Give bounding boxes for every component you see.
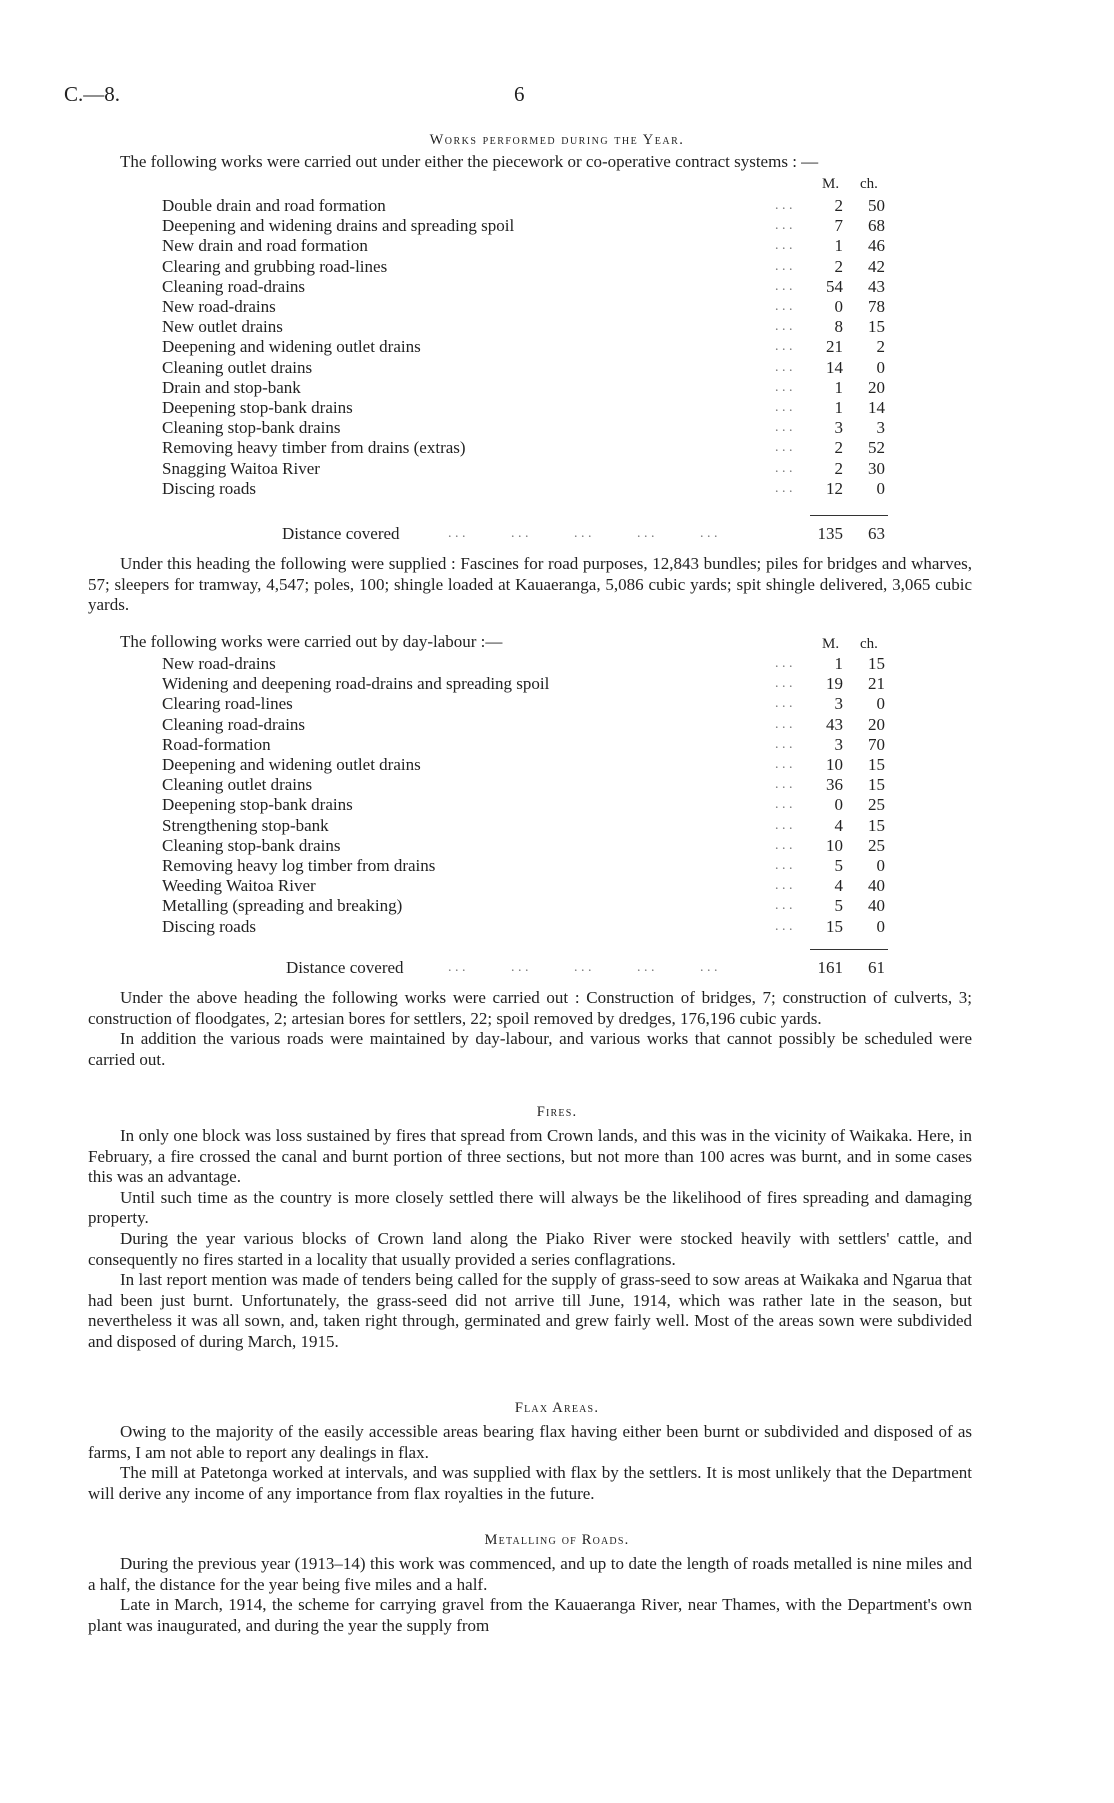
works-row-chains: 15 bbox=[868, 317, 885, 337]
works-row-leader: . . . bbox=[775, 198, 793, 213]
works-row-label: New road-drains bbox=[162, 297, 276, 316]
daylabour-row bbox=[0, 694, 1114, 714]
works-row-leader: . . . bbox=[775, 379, 793, 395]
daylabour-row-leader: . . . bbox=[775, 757, 793, 772]
daylabour-row-leader: . . . bbox=[775, 777, 793, 793]
works-row bbox=[0, 479, 1114, 499]
daylabour-row-label: Deepening stop-bank drains bbox=[162, 795, 353, 815]
works-supplied-paragraph bbox=[88, 554, 972, 616]
daylabour-row-miles: 36 bbox=[826, 775, 843, 795]
daylabour-total-ch: 61 bbox=[868, 958, 885, 977]
works-row-chains: 2 bbox=[876, 337, 885, 357]
works-row-label: Double drain and road formation bbox=[162, 196, 386, 215]
works-row-label: Clearing and grubbing road-lines bbox=[162, 256, 388, 276]
works-row-label: Deepening and widening drains and spreading spoil bbox=[162, 216, 515, 236]
works-row-miles: 2 bbox=[834, 256, 843, 276]
works-total-label: Distance covered bbox=[282, 524, 400, 543]
works-row-label: Deepening and widening outlet drains bbox=[162, 337, 421, 357]
daylabour-row bbox=[0, 654, 1114, 674]
works-total-rule bbox=[810, 515, 888, 516]
works-row-miles: 21 bbox=[826, 337, 843, 357]
works-row bbox=[0, 297, 1114, 317]
works-total-m: 135 bbox=[817, 524, 843, 543]
works-row-leader: . . . bbox=[775, 319, 793, 335]
daylabour-row-chains: 15 bbox=[868, 755, 885, 774]
daylabour-row-chains: 20 bbox=[868, 714, 885, 734]
works-row-leader: . . . bbox=[775, 339, 793, 355]
daylabour-row-chains: 40 bbox=[868, 876, 885, 896]
metalling-para-2: Late in March, 1914, the scheme for carrying gravel from the Kauaeranga River, near Thames, with the Department's own plant was inaugurated, and during the year the supply from bbox=[88, 1595, 972, 1635]
daylabour-row-label: Weeding Waitoa River bbox=[162, 876, 316, 896]
works-row-leader: . . . bbox=[775, 440, 793, 456]
daylabour-row-label: Cleaning outlet drains bbox=[162, 775, 313, 795]
works-row-leader: . . . bbox=[775, 400, 793, 415]
works-row-miles: 2 bbox=[834, 458, 843, 478]
daylabour-row-leader: . . . bbox=[775, 918, 793, 934]
daylabour-row-chains: 0 bbox=[876, 916, 885, 936]
daylabour-row-chains: 40 bbox=[868, 896, 885, 916]
daylabour-row-leader: . . . bbox=[775, 797, 793, 813]
daylabour-intro: The following works were carried out by day-labour :— bbox=[120, 632, 503, 651]
daylabour-row-chains: 15 bbox=[868, 654, 885, 673]
works-row-leader: . . . bbox=[775, 460, 793, 476]
works-row-miles: 1 bbox=[834, 236, 843, 256]
daylabour-row bbox=[0, 856, 1114, 876]
daylabour-row bbox=[0, 755, 1114, 775]
works-row-label: Removing heavy timber from drains (extras) bbox=[162, 438, 466, 458]
works-row-chains: 30 bbox=[868, 458, 885, 478]
works-total-leader: . . . . . . . . . . . . . . . bbox=[448, 526, 718, 541]
daylabour-row-label: Removing heavy log timber from drains bbox=[162, 856, 436, 875]
daylabour-row-label: New road-drains bbox=[162, 654, 276, 673]
works-row-leader: . . . bbox=[775, 258, 793, 274]
daylabour-total-rule bbox=[810, 949, 888, 950]
metalling-heading: Metalling of Roads. bbox=[484, 1532, 630, 1548]
works-row-miles: 1 bbox=[834, 398, 843, 417]
daylabour-row-leader: . . . bbox=[775, 817, 793, 833]
page-number: 6 bbox=[514, 82, 525, 106]
daylabour-total-m: 161 bbox=[817, 958, 843, 977]
works-row bbox=[0, 438, 1114, 458]
daylabour-row-label: Strengthening stop-bank bbox=[162, 815, 329, 835]
works-row-label: Cleaning stop-bank drains bbox=[162, 418, 341, 438]
daylabour-row-leader: . . . bbox=[775, 656, 793, 671]
fires-paragraphs bbox=[88, 1126, 972, 1353]
daylabour-row-miles: 10 bbox=[826, 755, 843, 774]
daylabour-row-leader: . . . bbox=[775, 676, 793, 692]
works-row-chains: 43 bbox=[868, 276, 885, 296]
flax-paragraphs bbox=[88, 1422, 972, 1504]
daylabour-row-label: Deepening and widening outlet drains bbox=[162, 755, 421, 774]
daylabour-row bbox=[0, 795, 1114, 815]
works-row-label: Deepening stop-bank drains bbox=[162, 398, 353, 417]
metalling-paragraphs bbox=[88, 1554, 972, 1636]
works-row-leader: . . . bbox=[775, 420, 793, 436]
works-intro: The following works were carried out under either the piecework or co-operative contract systems : — bbox=[120, 152, 819, 171]
works-row-label: Snagging Waitoa River bbox=[162, 458, 320, 478]
works-row-chains: 52 bbox=[868, 438, 885, 458]
works-heading: Works performed during the Year. bbox=[429, 132, 685, 148]
works-row-miles: 8 bbox=[834, 317, 843, 337]
daylabour-col-m: M. bbox=[822, 636, 840, 652]
daylabour-row-chains: 0 bbox=[876, 856, 885, 875]
daylabour-row bbox=[0, 917, 1114, 937]
daylabour-row-chains: 25 bbox=[868, 795, 885, 815]
works-row-leader: . . . bbox=[775, 278, 793, 294]
works-row bbox=[0, 358, 1114, 378]
works-row-chains: 0 bbox=[876, 478, 885, 498]
daylabour-row-chains: 15 bbox=[868, 815, 885, 835]
daylabour-row-chains: 0 bbox=[876, 694, 885, 714]
works-row-label: Discing roads bbox=[162, 478, 256, 498]
daylabour-row-label: Road-formation bbox=[162, 734, 271, 754]
works-row-chains: 46 bbox=[868, 236, 885, 256]
works-row bbox=[0, 378, 1114, 398]
works-row-chains: 78 bbox=[868, 297, 885, 316]
works-row bbox=[0, 459, 1114, 479]
metalling-para-1: During the previous year (1913–14) this work was commenced, and up to date the length of roads metalled is nine miles and a half, the distance for the year being five miles and a half. bbox=[88, 1554, 972, 1594]
daylabour-row bbox=[0, 715, 1114, 735]
daylabour-row bbox=[0, 816, 1114, 836]
daylabour-row-miles: 19 bbox=[826, 674, 843, 694]
works-row bbox=[0, 317, 1114, 337]
daylabour-row-miles: 15 bbox=[826, 916, 843, 936]
works-row-chains: 14 bbox=[868, 398, 885, 417]
works-row-leader: . . . bbox=[775, 359, 793, 375]
works-row bbox=[0, 277, 1114, 297]
works-row-miles: 2 bbox=[834, 438, 843, 458]
daylabour-row-label: Cleaning stop-bank drains bbox=[162, 835, 341, 855]
daylabour-row-leader: . . . bbox=[775, 837, 793, 853]
works-row-miles: 2 bbox=[834, 196, 843, 215]
works-row-label: Cleaning road-drains bbox=[162, 276, 306, 296]
works-row-leader: . . . bbox=[775, 238, 793, 254]
daylabour-paragraphs bbox=[88, 988, 972, 1070]
daylabour-para-2: In addition the various roads were maintained by day-labour, and various works that cannot possibly be scheduled were carried out. bbox=[88, 1029, 972, 1069]
works-col-m: M. bbox=[822, 176, 840, 192]
daylabour-row bbox=[0, 775, 1114, 795]
works-col-ch: ch. bbox=[860, 176, 878, 192]
works-row bbox=[0, 398, 1114, 418]
flax-heading: Flax Areas. bbox=[514, 1400, 600, 1416]
daylabour-row-leader: . . . bbox=[775, 696, 793, 712]
works-row-miles: 1 bbox=[834, 377, 843, 397]
daylabour-row bbox=[0, 735, 1114, 755]
document-reference: C.—8. bbox=[64, 82, 121, 106]
daylabour-col-ch: ch. bbox=[860, 636, 878, 652]
works-row-miles: 0 bbox=[834, 297, 843, 316]
flax-para-1: Owing to the majority of the easily accessible areas bearing flax having either been burnt or subdivided and disposed of as farms, I am not able to report any dealings in flax. bbox=[88, 1422, 972, 1462]
daylabour-total-label: Distance covered bbox=[286, 958, 404, 977]
daylabour-row-leader: . . . bbox=[775, 878, 793, 894]
daylabour-row-label: Metalling (spreading and breaking) bbox=[162, 896, 403, 916]
daylabour-row-miles: 1 bbox=[834, 654, 843, 673]
works-row-leader: . . . bbox=[775, 218, 793, 234]
daylabour-row bbox=[0, 836, 1114, 856]
works-supplied-text: Under this heading the following were supplied : Fascines for road purposes, 12,843 bundles; piles for bridges and wharves, 57; sleepers for tramway, 4,547; poles, 100; shingle loaded at Kauaeranga, 5,086 cubic yards; spit shingle delivered, 3,065 cubic yards. bbox=[88, 554, 972, 615]
works-row-miles: 7 bbox=[834, 216, 843, 236]
daylabour-row-miles: 0 bbox=[834, 795, 843, 815]
daylabour-row-miles: 43 bbox=[826, 714, 843, 734]
fires-para-4: In last report mention was made of tenders being called for the supply of grass-seed to sow areas at Waikaka and Ngarua that had been just burnt. Unfortunately, the grass-seed did not arrive till June, 1914, which was rather late in the season, but nevertheless it was all sown, and, taken right through, germinated and grew fairly well. Most of the areas sown were subdivided and disposed of during March, 1915. bbox=[88, 1270, 972, 1351]
works-row-leader: . . . bbox=[775, 480, 793, 496]
works-row-label: New drain and road formation bbox=[162, 236, 368, 256]
works-row-leader: . . . bbox=[775, 299, 793, 314]
fires-para-2: Until such time as the country is more closely settled there will always be the likelihood of fires spreading and damaging property. bbox=[88, 1187, 972, 1228]
daylabour-row bbox=[0, 674, 1114, 694]
daylabour-row-miles: 4 bbox=[834, 815, 843, 835]
works-row-miles: 3 bbox=[834, 418, 843, 438]
daylabour-total-leader: . . . . . . . . . . . . . . . bbox=[448, 960, 718, 975]
works-total-row bbox=[0, 524, 1114, 544]
daylabour-row-miles: 3 bbox=[834, 694, 843, 714]
works-total-ch: 63 bbox=[868, 524, 885, 543]
daylabour-row-chains: 21 bbox=[868, 674, 885, 694]
daylabour-row-leader: . . . bbox=[775, 716, 793, 732]
works-row bbox=[0, 337, 1114, 357]
daylabour-row-chains: 25 bbox=[868, 835, 885, 855]
works-row bbox=[0, 196, 1114, 216]
works-row-chains: 3 bbox=[876, 418, 885, 438]
works-row bbox=[0, 216, 1114, 236]
works-row-chains: 68 bbox=[868, 216, 885, 236]
works-row-chains: 20 bbox=[868, 377, 885, 397]
works-row-chains: 50 bbox=[868, 196, 885, 215]
works-row-miles: 14 bbox=[826, 357, 843, 377]
daylabour-row-miles: 4 bbox=[834, 876, 843, 896]
works-row bbox=[0, 418, 1114, 438]
works-row-miles: 54 bbox=[826, 276, 843, 296]
fires-para-1: In only one block was loss sustained by fires that spread from Crown lands, and this was in the vicinity of Waikaka. Here, in February, a fire crossed the canal and burnt portion of three sections, but not more than 100 acres was burnt, and in some cases this was an advantage. bbox=[88, 1126, 972, 1187]
daylabour-row-leader: . . . bbox=[775, 898, 793, 914]
daylabour-row-chains: 15 bbox=[868, 775, 885, 795]
works-row-miles: 12 bbox=[826, 478, 843, 498]
works-row-chains: 0 bbox=[876, 357, 885, 377]
daylabour-row-label: Discing roads bbox=[162, 916, 256, 936]
flax-para-2: The mill at Patetonga worked at intervals, and was supplied with flax by the settlers. It is most unlikely that the Department will derive any income of any importance from flax royalties in the future. bbox=[88, 1463, 972, 1503]
daylabour-para-1: Under the above heading the following works were carried out : Construction of bridges, 7; construction of culverts, 3; construction of floodgates, 2; artesian bores for settlers, 22; spoil removed by dredges, 176,196 cubic yards. bbox=[88, 988, 972, 1028]
works-row-chains: 42 bbox=[868, 256, 885, 276]
daylabour-total-row bbox=[0, 958, 1114, 978]
fires-heading: Fires. bbox=[536, 1104, 578, 1120]
fires-para-3: During the year various blocks of Crown land along the Piako River were stocked heavily with settlers' cattle, and consequently no fires started in a locality that usually provided a series conflagrations. bbox=[88, 1228, 972, 1269]
daylabour-row-miles: 5 bbox=[834, 896, 843, 916]
daylabour-row bbox=[0, 876, 1114, 896]
daylabour-row-miles: 5 bbox=[834, 856, 843, 875]
works-row bbox=[0, 257, 1114, 277]
works-row-label: Drain and stop-bank bbox=[162, 377, 301, 397]
daylabour-row bbox=[0, 896, 1114, 916]
daylabour-row-label: Widening and deepening road-drains and spreading spoil bbox=[162, 674, 550, 694]
works-row-label: New outlet drains bbox=[162, 317, 283, 337]
daylabour-row-chains: 70 bbox=[868, 734, 885, 754]
daylabour-row-label: Cleaning road-drains bbox=[162, 714, 306, 734]
daylabour-row-leader: . . . bbox=[775, 736, 793, 752]
daylabour-row-label: Clearing road-lines bbox=[162, 694, 293, 714]
works-row bbox=[0, 236, 1114, 256]
daylabour-row-miles: 3 bbox=[834, 734, 843, 754]
daylabour-row-miles: 10 bbox=[826, 835, 843, 855]
works-row-label: Cleaning outlet drains bbox=[162, 357, 313, 377]
daylabour-row-leader: . . . bbox=[775, 858, 793, 873]
